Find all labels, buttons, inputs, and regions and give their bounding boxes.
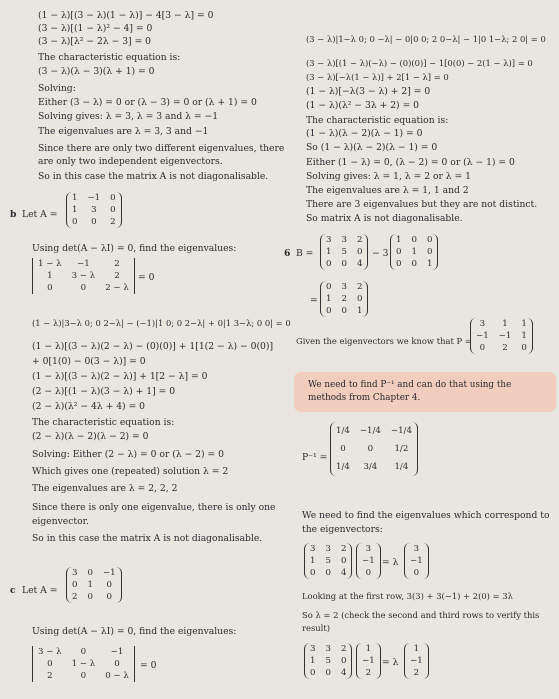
text-line: So λ = 2 (check the second and third rows to verify this: [302, 610, 540, 620]
determinant: 3 − λ 0 −1 0 1 − λ 0 2 0 0 − λ: [32, 646, 135, 682]
text-line: (1 − λ)(λ² − 3λ + 2) = 0: [306, 100, 420, 111]
text-line: (1 − λ)|3−λ 0; 0 2−λ| − (−1)|1 0; 0 2−λ| + 0|1 3−λ; 0 0| = 0: [32, 318, 291, 328]
text-line: Since there are only two different eigenvalues, there: [38, 143, 285, 154]
question-label: b: [10, 209, 17, 220]
let-label: Let A =: [22, 585, 58, 596]
text-line: (1 − λ)[−λ(3 − λ) + 2] = 0: [306, 86, 431, 97]
text-line: We need to find the eigenvalues which correspond to: [302, 510, 550, 521]
eigenvector-1-rhs: 3 −1 0: [404, 543, 429, 579]
text-line: So (1 − λ)(λ − 2)(λ − 1) = 0: [306, 142, 438, 153]
text-line: Looking at the first row, 3(3) + 3(−1) + 2(0) = 3λ: [302, 591, 513, 601]
text-line: So in this case the matrix A is not diagonalisable.: [38, 171, 269, 182]
p-inverse-label: P⁻¹ =: [302, 452, 328, 463]
text-line: (3 − λ)[(1 − λ)(−λ) − (0)(0)] − 1[0(0) − 2(1 − λ)] = 0: [306, 58, 533, 68]
text-line: The eigenvalues are λ = 3, 3 and −1: [38, 126, 209, 137]
determinant: 1 − λ −1 2 1 3 − λ 2 0 0 2 − λ: [32, 258, 135, 294]
text-line: + 0[1(0) − 0(3 − λ)] = 0: [32, 356, 146, 367]
matrix-p: 3 1 1 −1 −1 1 0 2 0: [470, 318, 533, 354]
text-line: Which gives one (repeated) solution λ = 2: [32, 466, 229, 477]
eigenvector-2-rhs: 1 −1 2: [404, 643, 429, 679]
text-line: (1 − λ)[(3 − λ)(1 − λ)] − 4[3 − λ] = 0: [38, 10, 214, 21]
matrix-a-c: 3 0 −1 0 1 0 2 0 0: [66, 567, 122, 603]
text-line: Solving gives: λ = 1, λ = 2 or λ = 1: [306, 171, 472, 182]
text-line: The characteristic equation is:: [32, 417, 175, 428]
question-label: 6: [284, 248, 291, 259]
text-line: (2 − λ)[(1 − λ)(3 − λ) + 1] = 0: [32, 386, 176, 397]
text-line: The characteristic equation is:: [306, 115, 449, 126]
text-line: Using det(A − λI) = 0, find the eigenvalues:: [32, 243, 237, 254]
equals-zero: = 0: [138, 272, 155, 283]
eigenvector-1: 3 −1 0: [356, 543, 381, 579]
text-line: The eigenvalues are λ = 2, 2, 2: [32, 483, 178, 494]
text-line: (3 − λ)[λ² − 2λ − 3] = 0: [38, 36, 152, 47]
let-label: Let A =: [22, 209, 58, 220]
matrix-b: 3 3 2 1 5 0 0 0 4: [320, 234, 368, 270]
equals: =: [310, 295, 318, 306]
hint-line: We need to find P⁻¹ and can do that using the: [308, 380, 512, 390]
text-line: Either (1 − λ) = 0, (λ − 2) = 0 or (λ − 1) = 0: [306, 157, 515, 168]
equals-lambda: = λ: [382, 557, 399, 568]
text-line: So in this case the matrix A is not diagonalisable.: [32, 533, 263, 544]
equals-zero: = 0: [140, 660, 157, 671]
matrix-b-minus-3i: 0 3 2 1 2 0 0 0 1: [320, 281, 368, 317]
text-line: result): [302, 623, 330, 633]
matrix-p-inverse: 1/4 −1/4 −1/4 0 0 1/2 1/4 3/4 1/4: [330, 422, 418, 476]
hint-box: [294, 372, 556, 412]
text-line: Solving:: [38, 83, 76, 94]
text-line: Given the eigenvectors we know that P =: [296, 336, 472, 346]
question-label: c: [10, 585, 16, 596]
minus-three: − 3: [372, 248, 389, 259]
text-line: (3 − λ)[−λ(1 − λ)] + 2[1 − λ] = 0: [306, 72, 449, 82]
hint-line: methods from Chapter 4.: [308, 393, 421, 403]
text-line: Either (3 − λ) = 0 or (λ − 3) = 0 or (λ + 1) = 0: [38, 97, 257, 108]
text-line: are only two independent eigenvectors.: [38, 156, 223, 167]
text-line: Solving gives: λ = 3, λ = 3 and λ = −1: [38, 111, 219, 122]
matrix-b-ev1: 3 3 2 1 5 0 0 0 4: [304, 543, 352, 579]
text-line: Using det(A − λI) = 0, find the eigenvalues:: [32, 626, 237, 637]
text-line: (2 − λ)(λ² − 4λ + 4) = 0: [32, 401, 146, 412]
eigenvector-2: 1 −1 2: [356, 643, 381, 679]
b-equals: B =: [296, 248, 314, 259]
text-line: eigenvector.: [32, 516, 89, 527]
identity-matrix: 1 0 0 0 1 0 0 0 1: [390, 234, 438, 270]
text-line: Since there is only one eigenvalue, there is only one: [32, 502, 276, 513]
equals-lambda: = λ: [382, 657, 399, 668]
text-line: There are 3 eigenvalues but they are not distinct.: [306, 199, 538, 210]
text-line: (3 − λ)|1−λ 0; 0 −λ| − 0|0 0; 2 0−λ| − 1|0 1−λ; 2 0| = 0: [306, 34, 546, 44]
text-line: The eigenvalues are λ = 1, 1 and 2: [306, 185, 469, 196]
text-line: (2 − λ)(λ − 2)(λ − 2) = 0: [32, 431, 149, 442]
text-line: (1 − λ)(λ − 2)(λ − 1) = 0: [306, 128, 423, 139]
text-line: So matrix A is not diagonalisable.: [306, 213, 463, 224]
text-line: (3 − λ)[(1 − λ)² − 4] = 0: [38, 23, 153, 34]
text-line: the eigenvectors:: [302, 524, 383, 535]
text-line: (1 − λ)[(3 − λ)(2 − λ) − (0)(0)] + 1[1(2 − λ) − 0(0)]: [32, 341, 274, 352]
matrix-a-b: 1 −1 0 1 3 0 0 0 2: [66, 192, 122, 228]
text-line: (1 − λ)[(3 − λ)(2 − λ)] + 1[2 − λ] = 0: [32, 371, 208, 382]
text-line: (3 − λ)(λ − 3)(λ + 1) = 0: [38, 66, 155, 77]
matrix-b-ev2: 3 3 2 1 5 0 0 0 4: [304, 643, 352, 679]
text-line: The characteristic equation is:: [38, 52, 181, 63]
text-line: Solving: Either (2 − λ) = 0 or (λ − 2) = 0: [32, 449, 224, 460]
